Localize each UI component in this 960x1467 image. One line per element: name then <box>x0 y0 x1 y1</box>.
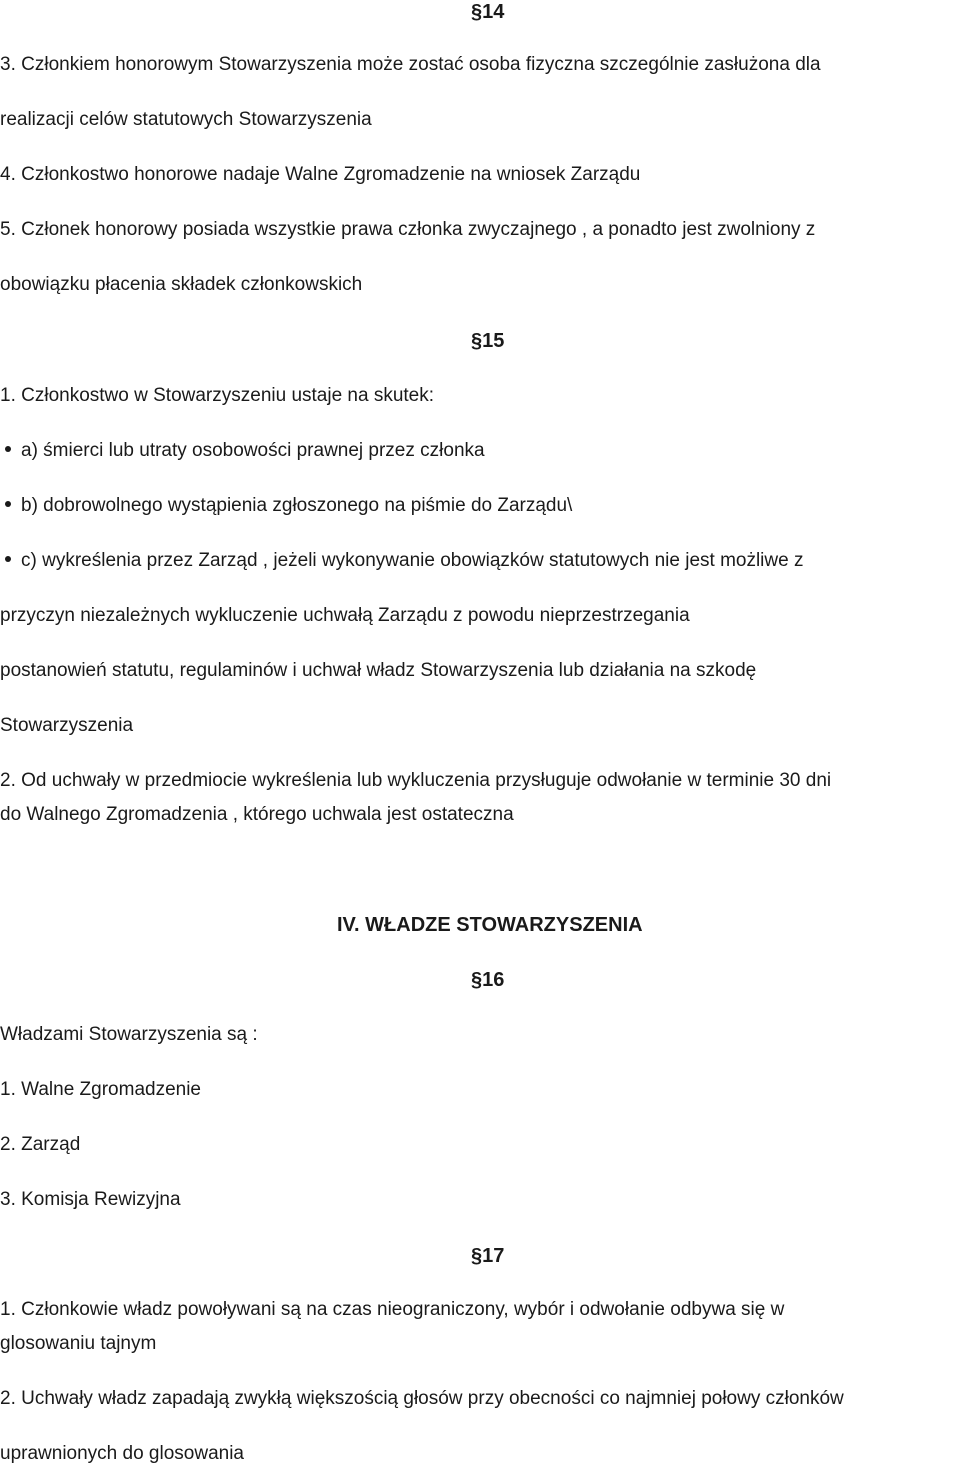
paragraph-line: Władzami Stowarzyszenia są : <box>0 1024 258 1045</box>
chapter-heading: IV. WŁADZE STOWARZYSZENIA <box>337 914 643 936</box>
bullet-icon <box>5 501 11 507</box>
paragraph-line: postanowień statutu, regulaminów i uchwał władz Stowarzyszenia lub działania na szkodę <box>0 660 757 681</box>
paragraph-line: Stowarzyszenia <box>0 715 134 736</box>
section-number-15: §15 <box>471 330 505 352</box>
paragraph-line: przyczyn niezależnych wykluczenie uchwałą Zarządu z powodu nieprzestrzegania <box>0 605 690 626</box>
list-item: 2. Zarząd <box>0 1134 81 1155</box>
list-item-text: b) dobrowolnego wystąpienia zgłoszonego na piśmie do Zarządu\ <box>21 495 573 516</box>
bullet-icon <box>5 556 11 562</box>
paragraph-line: obowiązku płacenia składek członkowskich <box>0 274 363 295</box>
paragraph-line: 4. Członkostwo honorowe nadaje Walne Zgromadzenie na wniosek Zarządu <box>0 164 641 185</box>
section-number-17: §17 <box>471 1245 505 1267</box>
paragraph-line: realizacji celów statutowych Stowarzyszenia <box>0 109 372 130</box>
paragraph-line: 3. Członkiem honorowym Stowarzyszenia może zostać osoba fizyczna szczególnie zasłużona dla <box>0 54 821 75</box>
list-item: 1. Walne Zgromadzenie <box>0 1079 202 1100</box>
paragraph-line: uprawnionych do glosowania <box>0 1443 244 1464</box>
list-item: 3. Komisja Rewizyjna <box>0 1189 181 1210</box>
paragraph-line: 1. Członkostwo w Stowarzyszeniu ustaje na skutek: <box>0 385 435 406</box>
list-item-text: c) wykreślenia przez Zarząd , jeżeli wykonywanie obowiązków statutowych nie jest możliwe z <box>21 550 804 571</box>
section-number-14: §14 <box>471 1 505 23</box>
paragraph-line: glosowaniu tajnym <box>0 1333 157 1354</box>
section-number-16: §16 <box>471 969 505 991</box>
paragraph-line: 2. Od uchwały w przedmiocie wykreślenia lub wykluczenia przysługuje odwołanie w terminie 30 dni <box>0 770 832 791</box>
list-item <box>0 549 803 573</box>
list-item-text: a) śmierci lub utraty osobowości prawnej przez członka <box>21 440 485 461</box>
paragraph-line: 5. Członek honorowy posiada wszystkie prawa członka zwyczajnego , a ponadto jest zwolniony z <box>0 219 816 240</box>
paragraph-line: 1. Członkowie władz powoływani są na czas nieograniczony, wybór i odwołanie odbywa się w <box>0 1299 785 1320</box>
paragraph-line: 2. Uchwały władz zapadają zwykłą większością głosów przy obecności co najmniej połowy członków <box>0 1388 844 1409</box>
paragraph-line: do Walnego Zgromadzenia , którego uchwala jest ostateczna <box>0 804 514 825</box>
list-item <box>0 439 485 463</box>
bullet-icon <box>5 446 11 452</box>
list-item <box>0 494 572 518</box>
